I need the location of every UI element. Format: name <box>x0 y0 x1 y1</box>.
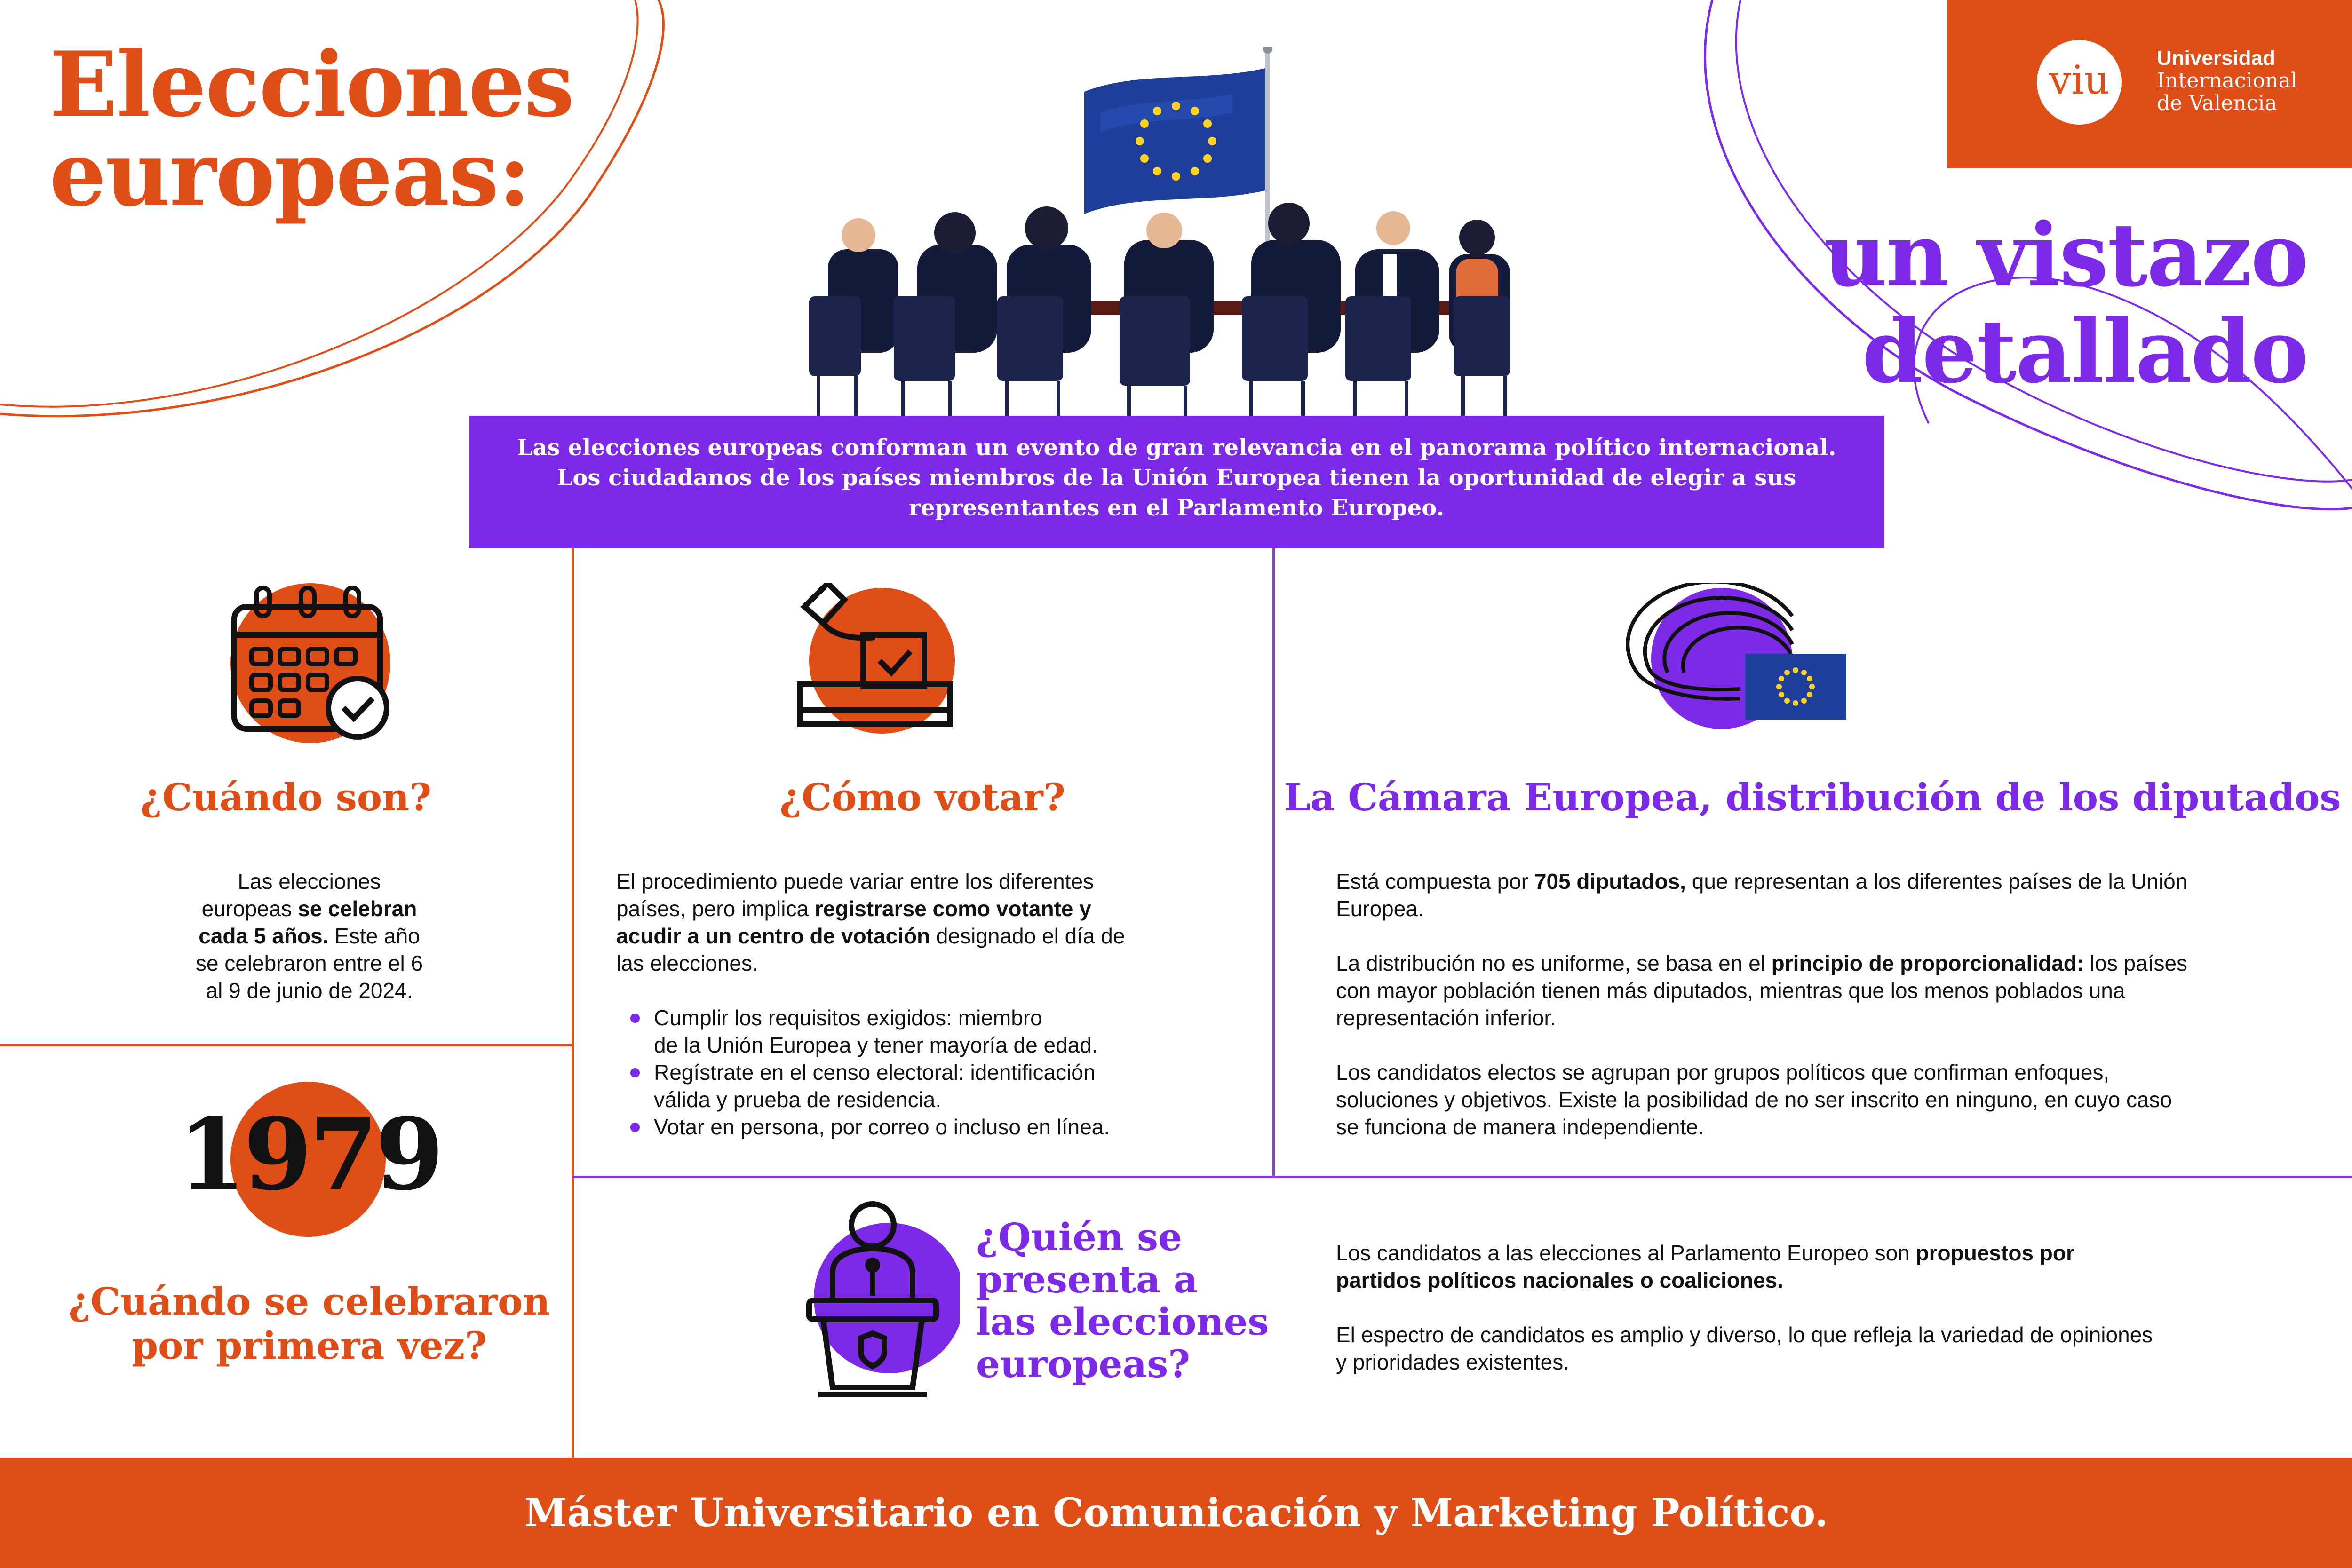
cuando-line3 <box>0 922 619 950</box>
votar-line4: las elecciones. <box>616 951 758 975</box>
ballot-box-icon <box>795 583 955 743</box>
cuando-line5: al 9 de junio de 2024. <box>206 978 413 1003</box>
quien-heading-line3: las elecciones <box>976 1299 1269 1344</box>
quien-p2-line2: y prioridades existentes. <box>1336 1350 1570 1374</box>
cuando-line2b: se celebran <box>298 896 417 921</box>
votar-requirements-list <box>616 1004 1265 1140</box>
logo-mark: viu <box>2049 57 2110 103</box>
cuando-line2a: europeas <box>201 896 298 921</box>
quien-p1-line2 <box>1336 1267 2324 1294</box>
camara-p2-line2: con mayor población tienen más diputados, mientras que los menos poblados una <box>1336 978 2125 1003</box>
votar-line3b: designado el día de <box>930 924 1125 948</box>
votar-bullet3-line1: Votar en persona, por correo o incluso en línea. <box>654 1115 1110 1139</box>
camara-p2-line3: representación inferior. <box>1336 1006 1556 1030</box>
quien-heading <box>976 1216 1269 1385</box>
votar-line2b: registrarse como votante y <box>814 896 1091 921</box>
votar-bullet2-line2: válida y prueba de residencia. <box>654 1087 942 1112</box>
votar-line1: El procedimiento puede variar entre los diferentes <box>616 869 1094 894</box>
quien-p1a: Los candidatos a las elecciones al Parlamento Europeo son <box>1336 1241 1916 1265</box>
camara-p1a: Está compuesta por <box>1336 869 1534 894</box>
camara-p1c: que representan a los diferentes países de la Unión <box>1685 869 2188 894</box>
cuando-line3b: Este año <box>328 924 420 948</box>
page-title-line1: Elecciones <box>49 32 574 137</box>
votar-text <box>616 868 1265 1140</box>
first-year: 1979 <box>177 1096 441 1212</box>
camara-p1-line2: Europea. <box>1336 896 1424 921</box>
camara-p2c: los países <box>2084 951 2188 975</box>
votar-bullet2-line1: Regístrate en el censo electoral: identificación <box>654 1060 1096 1085</box>
quien-p1c: partidos políticos nacionales o coaliciones. <box>1336 1268 1783 1292</box>
camara-text <box>1336 868 2324 1140</box>
camara-p3-line2: soluciones y objetivos. Existe la posibilidad de no ser inscrito en ninguno, en cuyo caso <box>1336 1087 2172 1112</box>
logo-name-line1: Universidad <box>2157 47 2275 70</box>
logo-name <box>2157 47 2297 115</box>
quien-heading-line1: ¿Quién se <box>976 1215 1182 1259</box>
page-subtitle <box>1823 204 2308 403</box>
eu-flag-icon <box>1084 68 1265 214</box>
camara-p2-line1 <box>1336 950 2324 977</box>
page-title-line2: europeas: <box>49 121 530 226</box>
camara-p2b: principio de proporcionalidad: <box>1771 951 2084 975</box>
page-subtitle-line1: un vistazo <box>1823 204 2308 306</box>
votar-bullet1-line2: de la Unión Europea y tener mayoría de edad. <box>654 1033 1098 1057</box>
quien-p2-line1: El espectro de candidatos es amplio y diverso, lo que refleja la variedad de opiniones <box>1336 1323 2153 1347</box>
eu-meeting-illustration <box>800 47 1562 419</box>
cuando-line1: Las elecciones <box>238 869 381 894</box>
camara-p1-line1 <box>1336 868 2324 895</box>
logo-name-line2: Internacional <box>2157 69 2297 93</box>
cuando-heading: ¿Cuándo son? <box>140 775 432 819</box>
cuando-line3a: cada 5 años. <box>199 924 329 948</box>
speaker-podium-icon <box>790 1197 960 1404</box>
camara-p3-line1: Los candidatos electos se agrupan por grupos políticos que confirman enfoques, <box>1336 1060 2110 1085</box>
intro-line2: Los ciudadanos de los países miembros de la Unión Europea tienen la oportunidad de elegir a sus <box>556 465 1796 491</box>
list-item <box>616 1059 1265 1113</box>
camara-p3-line3: se funciona de manera independiente. <box>1336 1115 1704 1139</box>
quien-heading-line4: europeas? <box>976 1342 1191 1386</box>
quien-text <box>1336 1239 2324 1376</box>
divider-left-horizontal <box>0 1044 572 1046</box>
intro-line1: Las elecciones europeas conforman un evento de gran relevancia en el panorama político internacional. <box>516 435 1836 461</box>
eu-flag-icon <box>1745 654 1846 720</box>
footer-text: Máster Universitario en Comunicación y Marketing Político. <box>524 1490 1828 1536</box>
cuando-text <box>0 868 619 1004</box>
quien-p1b: propuestos por <box>1915 1241 2074 1265</box>
intro-banner <box>469 416 1884 548</box>
first-heading-line2: por primera vez? <box>132 1323 487 1368</box>
list-item <box>616 1004 1265 1059</box>
intro-line3: representantes en el Parlamento Europeo. <box>908 495 1445 521</box>
votar-heading: ¿Cómo votar? <box>779 775 1065 819</box>
camara-heading: La Cámara Europea, distribución de los diputados <box>1284 775 2341 819</box>
votar-bullet1-line1: Cumplir los requisitos exigidos: miembro <box>654 1006 1042 1030</box>
university-logo <box>1947 0 2352 168</box>
quien-p1-line1 <box>1336 1239 2324 1267</box>
votar-line3 <box>616 922 1265 950</box>
cuando-line2 <box>0 895 619 922</box>
logo-name-line3: de Valencia <box>2157 91 2277 115</box>
page-subtitle-line2: detallado <box>1862 300 2308 403</box>
votar-line2 <box>616 895 1265 922</box>
divider-middle-horizontal <box>572 1176 2352 1178</box>
camara-p2a: La distribución no es uniforme, se basa en el <box>1336 951 1772 975</box>
divider-middle <box>1272 548 1275 1177</box>
quien-heading-line2: presenta a <box>976 1257 1198 1301</box>
votar-line3a: acudir a un centro de votación <box>616 924 930 948</box>
calendar-check-icon <box>226 578 395 748</box>
first-heading-line1: ¿Cuándo se celebraron <box>68 1279 550 1323</box>
cuando-line4: se celebraron entre el 6 <box>195 951 423 975</box>
first-heading <box>0 1279 619 1368</box>
parliament-hemicycle-icon <box>1623 583 1849 752</box>
votar-line2a: países, pero implica <box>616 896 815 921</box>
camara-p1b: 705 diputados, <box>1534 869 1686 894</box>
page-title <box>49 32 574 226</box>
list-item <box>616 1113 1265 1140</box>
